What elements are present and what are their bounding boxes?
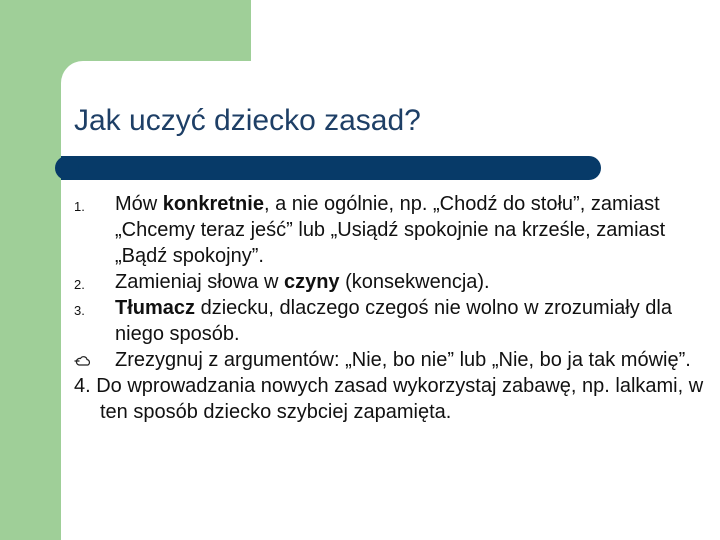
item-text: , a nie ogólnie, np. „Chodź do stołu”, zamiast „Chcemy teraz jeść” lub „Usiądź spokojnie na krześle, zamiast „Bądź spokojny”.: [115, 193, 666, 267]
slide-title: Jak uczyć dziecko zasad?: [74, 104, 421, 137]
minus-cloud-icon: [74, 353, 92, 367]
left-accent-strip: [0, 0, 61, 540]
list-item: [74, 347, 720, 373]
list-number: 3.: [74, 303, 85, 318]
bullet-list: [74, 191, 720, 425]
list-item: [74, 191, 720, 269]
item-text: (konsekwencja).: [339, 271, 490, 293]
list-number: 2.: [74, 277, 85, 292]
emphasized-text: czyny: [283, 271, 340, 293]
emphasized-text: Tłumacz: [115, 297, 196, 319]
item-text: Zamieniaj słowa w: [115, 271, 284, 293]
item-text: 4. Do wprowadzania nowych zasad wykorzystaj zabawę, np. lalkami, w ten sposób dziecko szybciej zapamięta.: [74, 375, 704, 423]
item-text: dziecku, dlaczego czegoś nie wolno w zrozumiały dla niego sposób.: [115, 297, 672, 345]
emphasized-text: konkretnie: [162, 193, 264, 215]
item-text: Zrezygnuj z argumentów: „Nie, bo nie” lub „Nie, bo ja tak mówię”.: [115, 349, 691, 371]
title-underline-bar: [61, 156, 601, 180]
list-item: [74, 295, 720, 347]
item-text: Mów: [115, 193, 163, 215]
list-number: 1.: [74, 199, 85, 214]
list-item: [74, 373, 720, 425]
list-item: [74, 269, 720, 295]
